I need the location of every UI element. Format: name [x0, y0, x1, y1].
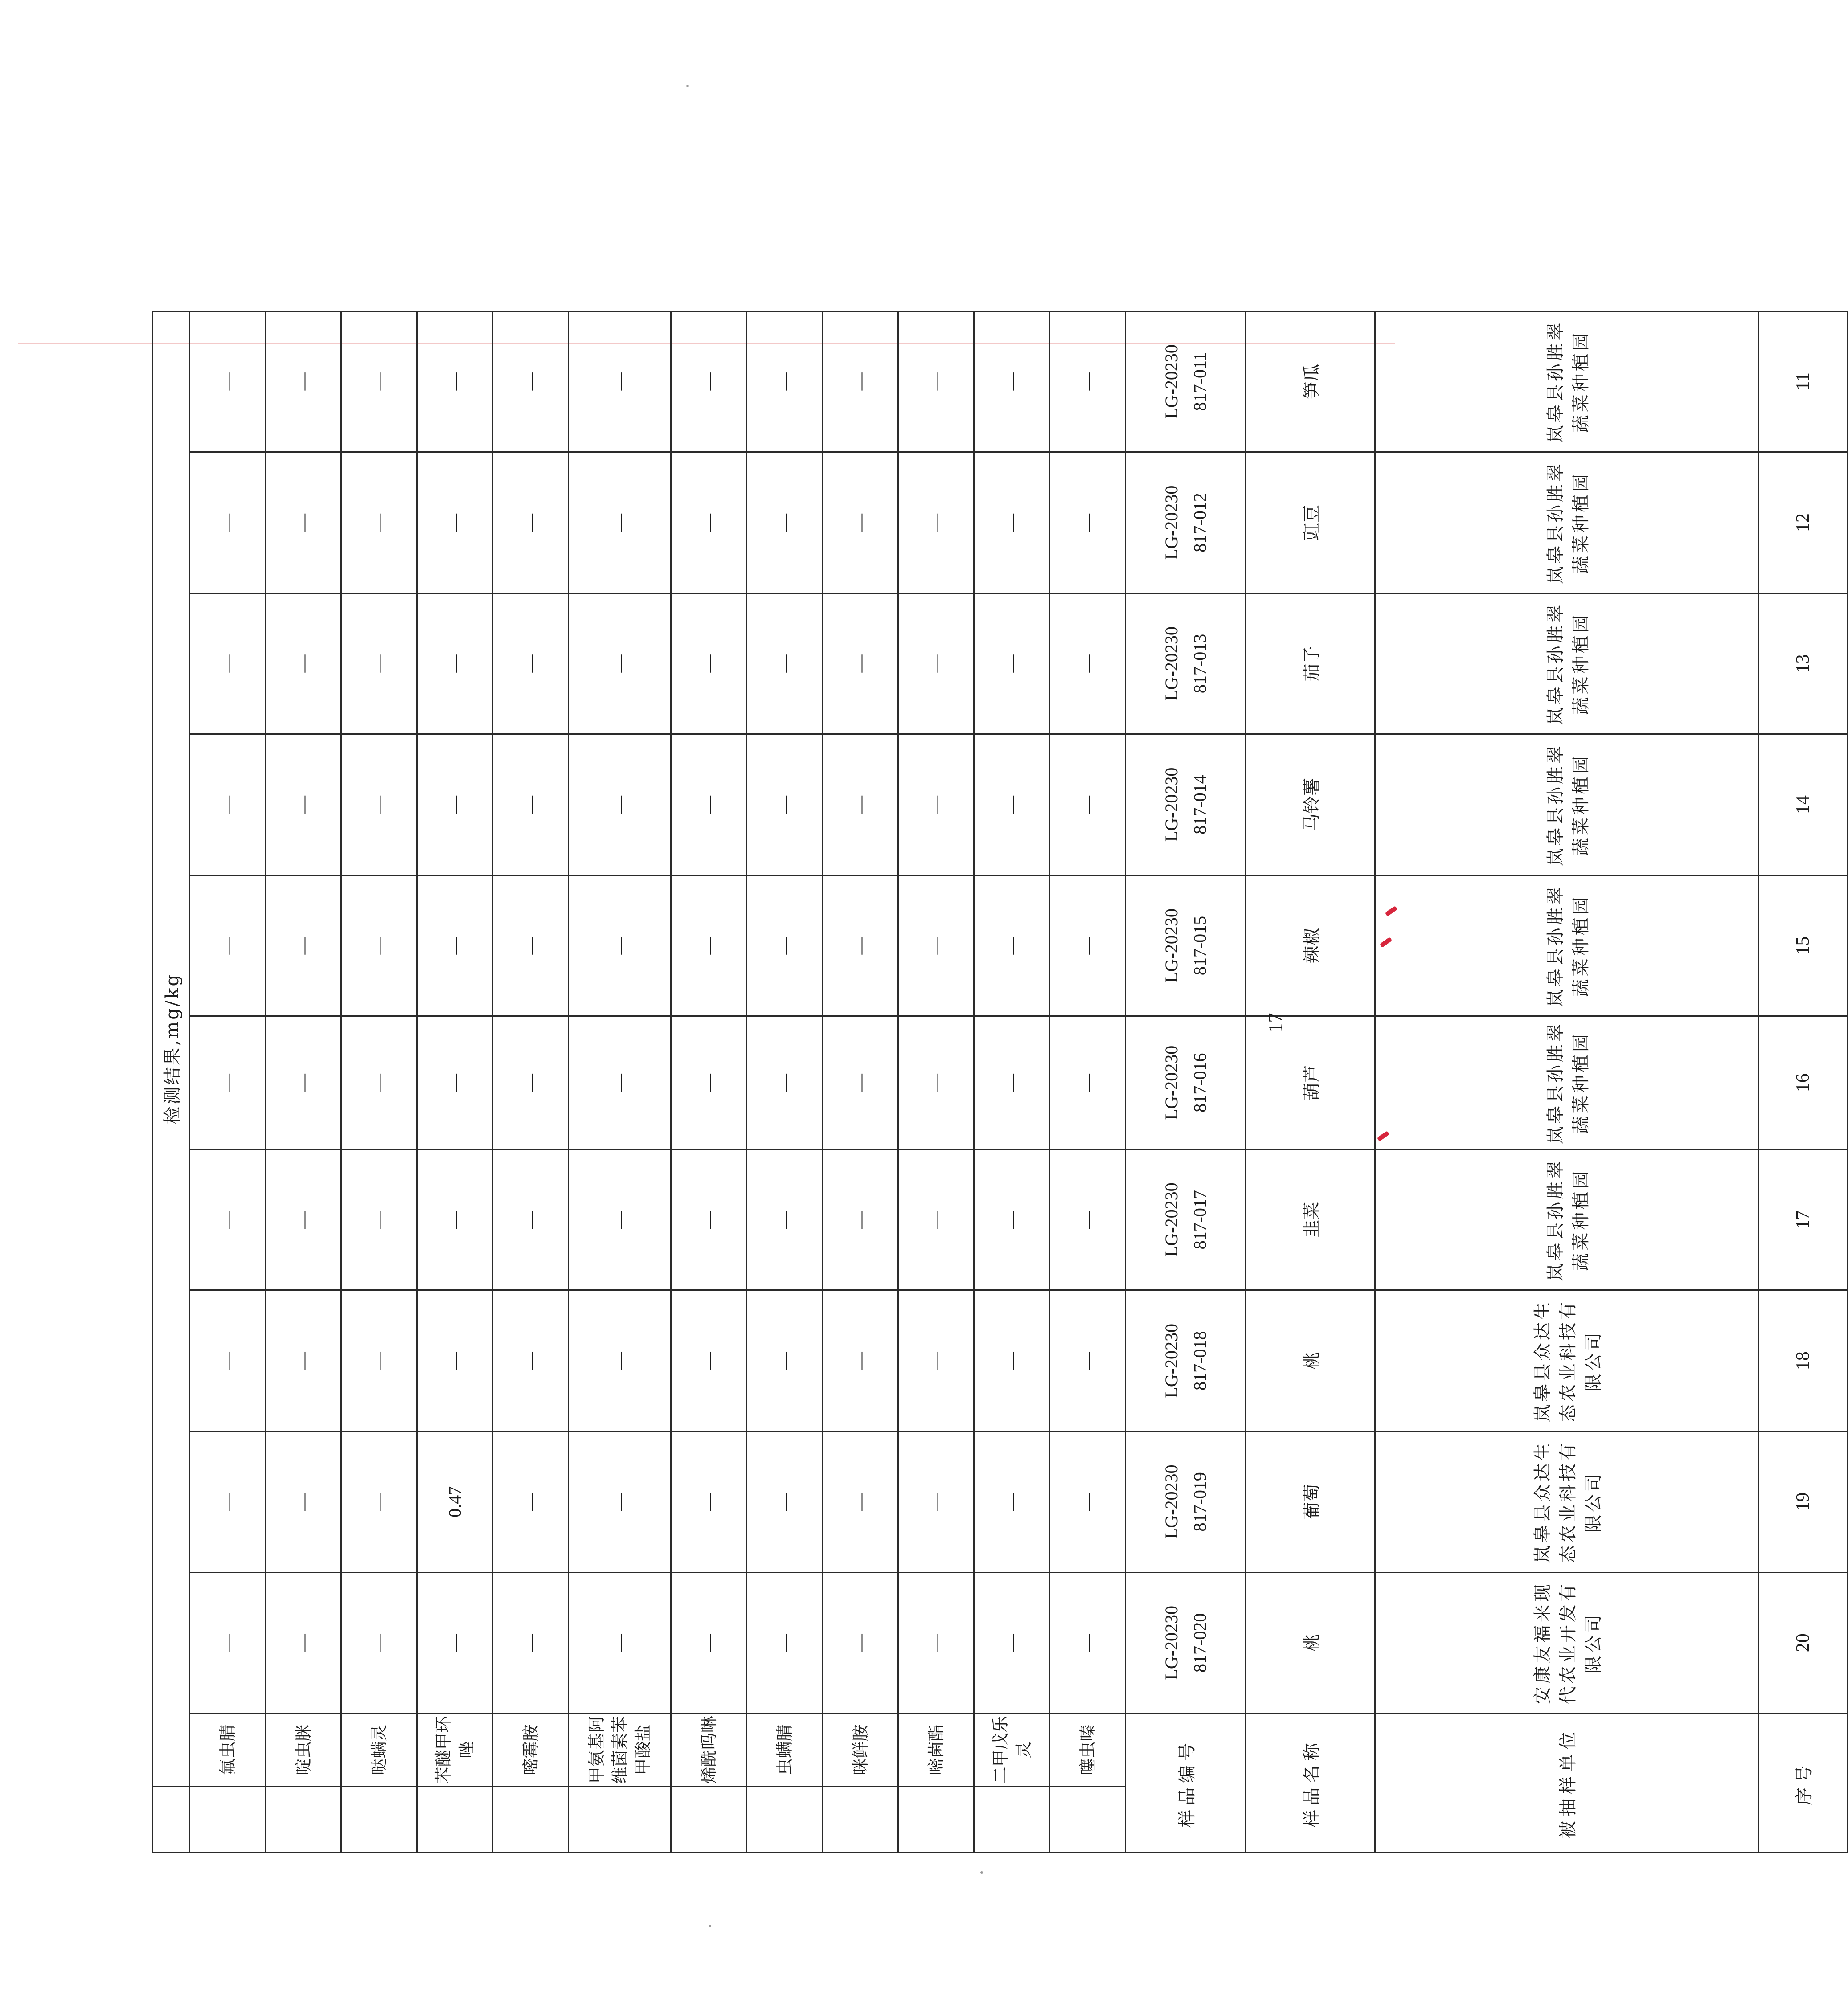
result-cell: — [747, 1149, 823, 1290]
result-cell: — [341, 734, 417, 875]
seq-cell: 18 [1758, 1290, 1848, 1431]
result-cell: — [1050, 875, 1126, 1016]
analyte-header [569, 1714, 671, 1787]
group-indent [190, 1786, 266, 1853]
analyte-row [898, 170, 974, 1853]
sample-name-cell: 韭菜 [1246, 1149, 1375, 1290]
pesticide-test-results-table [152, 169, 1848, 1853]
result-cell: — [898, 1016, 974, 1149]
analyte-header [266, 1714, 341, 1787]
result-cell: — [341, 311, 417, 452]
analyte-row [266, 170, 341, 1853]
group-indent [747, 1786, 823, 1853]
analyte-label: 氟虫腈 [217, 1724, 238, 1775]
sample-code-line: 817-012 [1189, 493, 1210, 552]
result-cell: — [898, 593, 974, 734]
result-cell: — [823, 1572, 898, 1714]
result-cell: — [1050, 1290, 1126, 1431]
result-cell: — [266, 734, 341, 875]
scan-speck [709, 1925, 711, 1927]
result-cell: — [569, 1016, 671, 1149]
analyte-row [417, 170, 493, 1853]
sample-code-line: LG-20230 [1161, 344, 1181, 419]
header-corner-blank [152, 1786, 190, 1853]
analyte-label: 嘧菌酯 [926, 1724, 946, 1775]
result-cell: — [190, 1431, 266, 1573]
result-cell: — [974, 311, 1050, 452]
result-cell: — [341, 875, 417, 1016]
page-number: 17 [1264, 1013, 1287, 1033]
sample-code-line: LG-20230 [1161, 908, 1181, 983]
sample-code-line: 817-019 [1189, 1472, 1210, 1532]
analyte-row [671, 170, 747, 1853]
sampled-unit-cell: 岚皋县众达生态农业科技有限公司 [1375, 1290, 1758, 1431]
result-cell: — [671, 1431, 747, 1573]
result-cell: — [747, 1016, 823, 1149]
sample-name-cell: 葫芦 [1246, 1016, 1375, 1149]
sample-code-cell [1126, 311, 1246, 452]
sample-code-line: LG-20230 [1161, 626, 1181, 701]
analyte-label: 噻虫嗪 [1078, 1724, 1098, 1775]
result-cell: — [266, 311, 341, 452]
result-cell: — [974, 1149, 1050, 1290]
sample-name-cell: 辣椒 [1246, 875, 1375, 1016]
result-cell: — [1050, 311, 1126, 452]
seq-cell: 13 [1758, 593, 1848, 734]
result-cell: — [823, 1016, 898, 1149]
analyte-header [898, 1714, 974, 1787]
result-cell: — [671, 452, 747, 593]
result-cell: — [266, 593, 341, 734]
result-cell: — [190, 1572, 266, 1714]
result-cell: — [341, 1431, 417, 1573]
result-cell: — [341, 1149, 417, 1290]
result-cell: — [1050, 734, 1126, 875]
field-header: 样品名称 [1246, 1714, 1375, 1853]
sample-code-cell [1126, 452, 1246, 593]
result-cell: — [341, 1290, 417, 1431]
analyte-header [493, 1714, 569, 1787]
result-cell: — [1050, 1016, 1126, 1149]
result-cell: — [417, 593, 493, 734]
result-cell: — [266, 1572, 341, 1714]
scan-speck [686, 85, 689, 87]
analyte-row [1050, 170, 1126, 1853]
result-cell: — [190, 452, 266, 593]
analyte-label: 虫螨腈 [774, 1724, 795, 1775]
sample-name-cell: 茄子 [1246, 593, 1375, 734]
result-cell: — [417, 875, 493, 1016]
analyte-header [974, 1714, 1050, 1787]
result-cell: — [898, 734, 974, 875]
seq-cell: 17 [1758, 1149, 1848, 1290]
analyte-header [341, 1714, 417, 1787]
field-header: 序号 [1758, 1714, 1848, 1853]
group-indent [341, 1786, 417, 1853]
result-cell: — [569, 1290, 671, 1431]
analyte-header [823, 1714, 898, 1787]
result-cell: — [671, 1572, 747, 1714]
result-cell: — [341, 593, 417, 734]
result-cell: — [417, 311, 493, 452]
sampled-unit-cell: 安康友福来现代农业开发有限公司 [1375, 1572, 1758, 1714]
result-cell: — [671, 1149, 747, 1290]
sample-code-cell [1126, 1016, 1246, 1149]
result-cell: — [266, 1290, 341, 1431]
sample-code-line: 817-017 [1189, 1190, 1210, 1250]
result-cell: — [747, 1572, 823, 1714]
sample-code-line: LG-20230 [1161, 1323, 1181, 1398]
result-cell: — [747, 734, 823, 875]
seq-cell: 20 [1758, 1572, 1848, 1714]
analyte-label: 咪鲜胺 [850, 1724, 870, 1775]
result-cell: — [823, 1431, 898, 1573]
result-cell: — [747, 311, 823, 452]
result-cell: — [823, 1149, 898, 1290]
analyte-label: 甲氨基阿维菌素苯甲酸盐 [586, 1716, 653, 1784]
result-cell: — [493, 311, 569, 452]
result-cell: — [190, 593, 266, 734]
result-cell: — [671, 875, 747, 1016]
analyte-header [190, 1714, 266, 1787]
group-indent [266, 1786, 341, 1853]
result-cell: — [974, 593, 1050, 734]
analyte-label: 啶虫脒 [293, 1724, 313, 1775]
result-cell: — [747, 875, 823, 1016]
header-row-seq [1758, 170, 1848, 1853]
result-cell: — [190, 734, 266, 875]
sample-name-cell: 桃 [1246, 1572, 1375, 1714]
result-cell: — [974, 734, 1050, 875]
sample-code-line: LG-20230 [1161, 1605, 1181, 1680]
group-indent [823, 1786, 898, 1853]
analyte-header [671, 1714, 747, 1787]
seq-cell: 15 [1758, 875, 1848, 1016]
result-cell: — [417, 734, 493, 875]
sampled-unit-cell: 岚皋县孙胜翠蔬菜种植园 [1375, 452, 1758, 593]
result-cell: — [341, 1572, 417, 1714]
group-indent [898, 1786, 974, 1853]
result-cell: — [671, 311, 747, 452]
sampled-unit-cell: 岚皋县孙胜翠蔬菜种植园 [1375, 875, 1758, 1016]
seq-cell: 14 [1758, 734, 1848, 875]
header-row-sample-name [1246, 170, 1375, 1853]
sample-code-line: LG-20230 [1161, 1182, 1181, 1257]
header-row-sample-code [1126, 170, 1246, 1853]
result-cell: — [823, 1290, 898, 1431]
result-cell: — [569, 734, 671, 875]
result-cell: — [823, 875, 898, 1016]
group-indent [1050, 1786, 1126, 1853]
sample-code-cell [1126, 1290, 1246, 1431]
sampled-unit-cell: 岚皋县孙胜翠蔬菜种植园 [1375, 734, 1758, 875]
result-cell: — [569, 1572, 671, 1714]
sample-name-cell: 马铃薯 [1246, 734, 1375, 875]
field-header: 样品编号 [1126, 1714, 1246, 1853]
result-cell: — [493, 1149, 569, 1290]
result-cell: — [569, 875, 671, 1016]
seq-cell: 11 [1758, 311, 1848, 452]
sampled-unit-cell: 岚皋县众达生态农业科技有限公司 [1375, 1431, 1758, 1573]
result-cell: — [823, 734, 898, 875]
seq-cell: 16 [1758, 1016, 1848, 1149]
analyte-label: 苯醚甲环唑 [433, 1716, 476, 1784]
result-cell: — [747, 593, 823, 734]
result-cell: — [493, 875, 569, 1016]
result-cell: — [1050, 593, 1126, 734]
sample-code-line: 817-011 [1189, 352, 1210, 411]
result-cell: — [569, 1431, 671, 1573]
sampled-unit-cell: 岚皋县孙胜翠蔬菜种植园 [1375, 1016, 1758, 1149]
sample-name-cell: 豇豆 [1246, 452, 1375, 593]
result-cell: — [974, 875, 1050, 1016]
result-cell: — [569, 452, 671, 593]
result-cell: — [974, 1016, 1050, 1149]
analyte-row [190, 170, 266, 1853]
sampled-unit-cell: 岚皋县孙胜翠蔬菜种植园 [1375, 1149, 1758, 1290]
seq-cell: 12 [1758, 452, 1848, 593]
analyte-label: 二甲戊乐灵 [990, 1716, 1033, 1784]
field-header: 被抽样单位 [1375, 1714, 1758, 1853]
sampled-unit-cell: 岚皋县孙胜翠蔬菜种植园 [1375, 593, 1758, 734]
analyte-label: 烯酰吗啉 [699, 1716, 719, 1784]
result-cell: — [974, 452, 1050, 593]
sample-code-line: 817-018 [1189, 1331, 1210, 1391]
sample-code-line: LG-20230 [1161, 767, 1181, 842]
result-cell: — [898, 875, 974, 1016]
result-cell: — [1050, 1149, 1126, 1290]
sample-code-line: 817-020 [1189, 1613, 1210, 1673]
result-cell: — [493, 1572, 569, 1714]
header-row-sampled-unit [1375, 170, 1758, 1853]
result-cell: — [1050, 1431, 1126, 1573]
result-cell: — [493, 593, 569, 734]
group-indent [569, 1786, 671, 1853]
result-cell: — [569, 1149, 671, 1290]
result-cell: — [823, 593, 898, 734]
sample-code-line: 817-015 [1189, 916, 1210, 976]
sample-code-cell [1126, 875, 1246, 1016]
result-cell: — [671, 593, 747, 734]
result-cell: — [671, 1290, 747, 1431]
result-cell: — [569, 311, 671, 452]
sample-code-line: 817-013 [1189, 634, 1210, 694]
result-cell: — [747, 1290, 823, 1431]
result-cell: — [266, 875, 341, 1016]
sample-code-cell [1126, 1431, 1246, 1573]
group-indent [671, 1786, 747, 1853]
result-cell: — [671, 734, 747, 875]
result-cell: — [417, 1149, 493, 1290]
result-cell: — [190, 1290, 266, 1431]
result-cell: — [266, 452, 341, 593]
result-cell: — [898, 1431, 974, 1573]
result-cell: — [747, 452, 823, 593]
analyte-row [974, 170, 1050, 1853]
result-cell: — [493, 452, 569, 593]
result-cell: — [569, 593, 671, 734]
result-cell: — [898, 311, 974, 452]
analyte-row [747, 170, 823, 1853]
sample-code-line: LG-20230 [1161, 1045, 1181, 1120]
sample-code-cell [1126, 1149, 1246, 1290]
group-indent [493, 1786, 569, 1853]
group-indent [417, 1786, 493, 1853]
result-cell: — [1050, 452, 1126, 593]
result-cell: — [266, 1016, 341, 1149]
result-cell: — [190, 311, 266, 452]
sample-name-cell: 笋瓜 [1246, 311, 1375, 452]
result-cell: — [190, 1149, 266, 1290]
result-cell: — [266, 1149, 341, 1290]
sample-code-line: 817-014 [1189, 775, 1210, 834]
result-cell: 0.47 [417, 1431, 493, 1573]
analyte-header [747, 1714, 823, 1787]
scan-speck [980, 1871, 983, 1874]
header-row-group [152, 170, 190, 1853]
analyte-label: 嘧霉胺 [520, 1724, 541, 1775]
result-cell: — [190, 875, 266, 1016]
sample-code-cell [1126, 1572, 1246, 1714]
sample-code-cell [1126, 734, 1246, 875]
result-cell: — [190, 1016, 266, 1149]
sample-code-line: LG-20230 [1161, 485, 1181, 560]
rotated-report-page [152, 169, 1815, 1853]
result-cell: — [341, 452, 417, 593]
result-cell: — [493, 1290, 569, 1431]
result-cell: — [898, 452, 974, 593]
result-cell: — [493, 1431, 569, 1573]
result-cell: — [974, 1290, 1050, 1431]
result-cell: — [493, 734, 569, 875]
analyte-row [341, 170, 417, 1853]
result-cell: — [1050, 1572, 1126, 1714]
result-cell: — [823, 452, 898, 593]
result-cell: — [823, 311, 898, 452]
result-cell: — [747, 1431, 823, 1573]
group-indent [974, 1786, 1050, 1853]
result-cell: — [417, 1016, 493, 1149]
result-cell: — [417, 1572, 493, 1714]
sample-code-cell [1126, 593, 1246, 734]
result-cell: — [417, 1290, 493, 1431]
analyte-row [823, 170, 898, 1853]
result-cell: — [898, 1572, 974, 1714]
result-cell: — [974, 1572, 1050, 1714]
analyte-row [569, 170, 671, 1853]
analyte-row [493, 170, 569, 1853]
analyte-label: 哒螨灵 [369, 1724, 389, 1775]
result-cell: — [417, 452, 493, 593]
analyte-header [417, 1714, 493, 1787]
sample-code-line: LG-20230 [1161, 1464, 1181, 1539]
result-cell: — [493, 1016, 569, 1149]
sample-code-line: 817-016 [1189, 1053, 1210, 1112]
result-cell: — [341, 1016, 417, 1149]
result-cell: — [974, 1431, 1050, 1573]
sample-name-cell: 葡萄 [1246, 1431, 1375, 1573]
sampled-unit-cell: 岚皋县孙胜翠蔬菜种植园 [1375, 311, 1758, 452]
result-cell: — [266, 1431, 341, 1573]
result-cell: — [898, 1290, 974, 1431]
sample-name-cell: 桃 [1246, 1290, 1375, 1431]
result-cell: — [671, 1016, 747, 1149]
results-group-header: 检测结果,mg/kg [152, 311, 190, 1786]
result-cell: — [898, 1149, 974, 1290]
analyte-header [1050, 1714, 1126, 1787]
seq-cell: 19 [1758, 1431, 1848, 1573]
